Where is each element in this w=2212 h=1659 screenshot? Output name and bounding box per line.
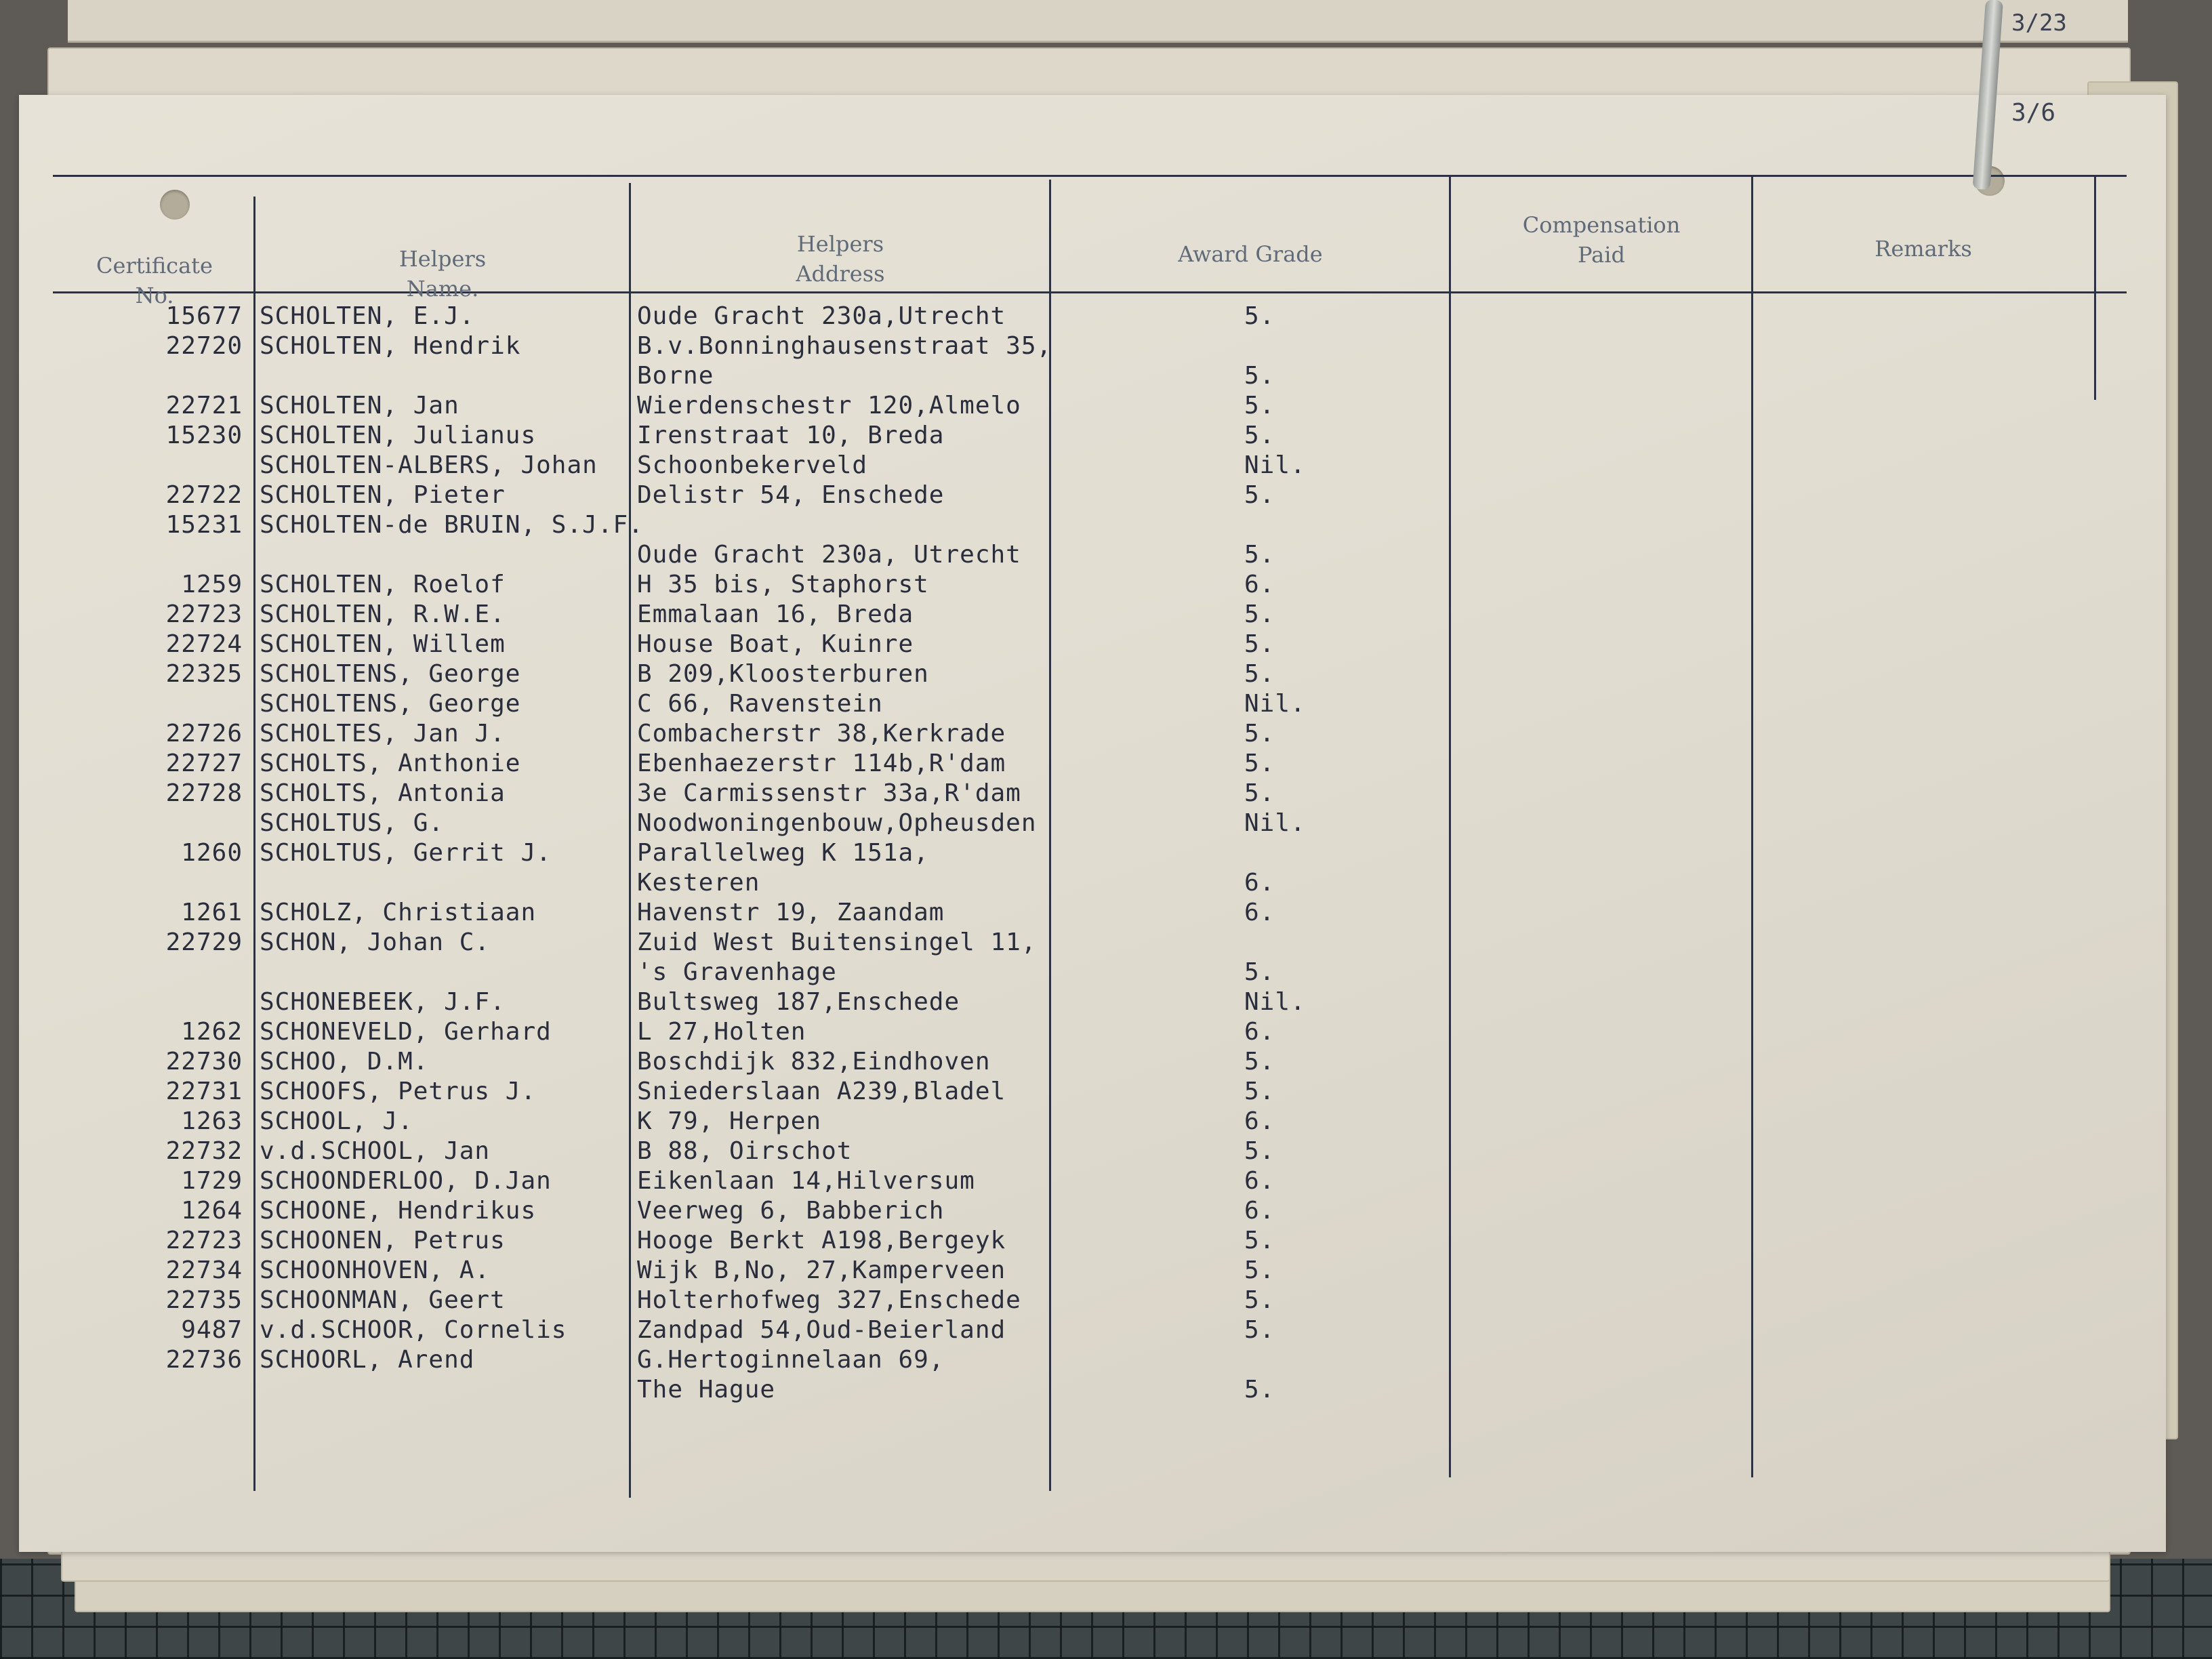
- helper-name: SCHOLTEN, Roelof: [260, 571, 506, 598]
- helper-name: SCHOLTENS, George: [260, 690, 521, 718]
- award-grade: 6.: [1244, 1018, 1275, 1046]
- helper-name: SCHOLTS, Anthonie: [260, 750, 521, 777]
- award-grade: 5.: [1244, 392, 1275, 419]
- helper-name: SCHOLTES, Jan J.: [260, 720, 506, 747]
- table-row: [19, 510, 2166, 540]
- certificate-number: 9487: [181, 1316, 243, 1344]
- helper-name: SCHOOL, J.: [260, 1107, 413, 1135]
- award-grade: 6.: [1244, 1107, 1275, 1135]
- helper-address: Bultsweg 187,Enschede: [637, 988, 960, 1016]
- certificate-number: 1259: [181, 571, 243, 598]
- table-row: [19, 331, 2166, 361]
- helper-address: Schoonbekerveld: [637, 451, 868, 479]
- helper-address: G.Hertoginnelaan 69,: [637, 1346, 945, 1374]
- table-row: [19, 540, 2166, 570]
- certificate-number: 1729: [181, 1167, 243, 1195]
- helper-name: SCHOLTUS, Gerrit J.: [260, 839, 552, 867]
- certificate-number: 22325: [165, 660, 243, 688]
- helper-address: B 88, Oirschot: [637, 1137, 853, 1165]
- helper-address: C 66, Ravenstein: [637, 690, 883, 718]
- helper-address: 's Gravenhage: [637, 958, 837, 986]
- helper-name: SCHOLTEN, Hendrik: [260, 332, 521, 360]
- helper-name: SCHON, Johan C.: [260, 928, 491, 956]
- certificate-number: 22721: [165, 392, 243, 419]
- certificate-number: 22723: [165, 1227, 243, 1254]
- table-row: [19, 391, 2166, 421]
- helper-address: Holterhofweg 327,Enschede: [637, 1286, 1021, 1314]
- certificate-number: 22728: [165, 779, 243, 807]
- award-grade: 5.: [1244, 1256, 1275, 1284]
- helper-address: Borne: [637, 362, 714, 390]
- table-row: [19, 1226, 2166, 1256]
- table-row: [19, 779, 2166, 808]
- award-grade: 5.: [1244, 600, 1275, 628]
- award-grade: 5.: [1244, 1137, 1275, 1165]
- helper-name: SCHOLTS, Antonia: [260, 779, 506, 807]
- certificate-number: 22722: [165, 481, 243, 509]
- helper-name: SCHONEVELD, Gerhard: [260, 1018, 552, 1046]
- helper-address: Oude Gracht 230a, Utrecht: [637, 541, 1021, 569]
- helper-name: SCHOONE, Hendrikus: [260, 1197, 537, 1225]
- table-row: [19, 928, 2166, 958]
- helper-address: B.v.Bonninghausenstraat 35,: [637, 332, 1052, 360]
- helper-name: SCHOORL, Arend: [260, 1346, 475, 1374]
- certificate-number: 22736: [165, 1346, 243, 1374]
- award-grade: 5.: [1244, 1078, 1275, 1105]
- certificate-number: 22720: [165, 332, 243, 360]
- helper-address: Veerweg 6, Babberich: [637, 1197, 945, 1225]
- table-row: [19, 1047, 2166, 1077]
- award-grade: 5.: [1244, 720, 1275, 747]
- helper-name: SCHOONDERLOO, D.Jan: [260, 1167, 552, 1195]
- helper-address: B 209,Kloosterburen: [637, 660, 929, 688]
- table-row: [19, 1375, 2166, 1405]
- helper-address: Zuid West Buitensingel 11,: [637, 928, 1037, 956]
- award-grade: 5.: [1244, 362, 1275, 390]
- table-row: [19, 361, 2166, 391]
- helper-address: Eikenlaan 14,Hilversum: [637, 1167, 975, 1195]
- award-grade: 5.: [1244, 481, 1275, 509]
- table-row: [19, 480, 2166, 510]
- helper-address: Wijk B,No, 27,Kamperveen: [637, 1256, 1006, 1284]
- award-grade: 5.: [1244, 750, 1275, 777]
- table-row: [19, 302, 2166, 331]
- header-award-grade: Award Grade: [1178, 241, 1323, 267]
- helper-name: SCHOLZ, Christiaan: [260, 899, 537, 926]
- award-grade: Nil.: [1244, 451, 1306, 479]
- table-row: [19, 1345, 2166, 1375]
- helper-address: Ebenhaezerstr 114b,R'dam: [637, 750, 1006, 777]
- helper-address: Emmalaan 16, Breda: [637, 600, 914, 628]
- table-row: [19, 1256, 2166, 1286]
- helper-address: Combacherstr 38,Kerkrade: [637, 720, 1006, 747]
- helper-address: Sniederslaan A239,Bladel: [637, 1078, 1006, 1105]
- certificate-number: 22731: [165, 1078, 243, 1105]
- helper-address: H 35 bis, Staphorst: [637, 571, 929, 598]
- tab-page-number: 3/23: [2011, 9, 2067, 37]
- award-grade: 5.: [1244, 541, 1275, 569]
- award-grade: 5.: [1244, 958, 1275, 986]
- helper-address: Parallelweg K 151a,: [637, 839, 929, 867]
- certificate-number: 15230: [165, 422, 243, 449]
- helper-name: SCHOLTEN, R.W.E.: [260, 600, 506, 628]
- header-compensation-paid: Compensation Paid: [1522, 212, 1681, 268]
- award-grade: 5.: [1244, 1227, 1275, 1254]
- award-grade: Nil.: [1244, 690, 1306, 718]
- award-grade: 5.: [1244, 302, 1275, 330]
- helper-address: L 27,Holten: [637, 1018, 806, 1046]
- helper-address: Boschdijk 832,Eindhoven: [637, 1048, 991, 1076]
- helper-name: SCHONEBEEK, J.F.: [260, 988, 506, 1016]
- helper-name: SCHOLTENS, George: [260, 660, 521, 688]
- award-grade: Nil.: [1244, 988, 1306, 1016]
- table-row: [19, 600, 2166, 630]
- helper-address: Delistr 54, Enschede: [637, 481, 945, 509]
- table-row: [19, 421, 2166, 451]
- table-row: [19, 689, 2166, 719]
- helper-name: SCHOLTEN-ALBERS, Johan: [260, 451, 598, 479]
- certificate-number: 1260: [181, 839, 243, 867]
- table-row: [19, 570, 2166, 600]
- award-grade: 6.: [1244, 571, 1275, 598]
- award-grade: 5.: [1244, 1316, 1275, 1344]
- award-grade: 6.: [1244, 1167, 1275, 1195]
- award-grade: 5.: [1244, 630, 1275, 658]
- table-row: [19, 987, 2166, 1017]
- award-grade: 5.: [1244, 422, 1275, 449]
- register-sheet: [19, 95, 2166, 1552]
- certificate-number: 22723: [165, 600, 243, 628]
- certificate-number: 1262: [181, 1018, 243, 1046]
- certificate-number: 22735: [165, 1286, 243, 1314]
- helper-name: SCHOLTUS, G.: [260, 809, 445, 837]
- table-row: [19, 1315, 2166, 1345]
- helper-address: Noodwoningenbouw,Opheusden: [637, 809, 1037, 837]
- award-grade: 6.: [1244, 899, 1275, 926]
- award-grade: 5.: [1244, 1048, 1275, 1076]
- helper-name: SCHOLTEN-de BRUIN, S.J.F.: [260, 511, 644, 539]
- helper-name: SCHOO, D.M.: [260, 1048, 429, 1076]
- helper-name: SCHOLTEN, Willem: [260, 630, 506, 658]
- award-grade: 5.: [1244, 1286, 1275, 1314]
- table-row: [19, 1017, 2166, 1047]
- table-row: [19, 719, 2166, 749]
- certificate-number: 22727: [165, 750, 243, 777]
- certificate-number: 22732: [165, 1137, 243, 1165]
- award-grade: 5.: [1244, 1376, 1275, 1404]
- helper-address: Zandpad 54,Oud-Beierland: [637, 1316, 1006, 1344]
- table-row: [19, 958, 2166, 987]
- table-row: [19, 1166, 2166, 1196]
- helper-address: 3e Carmissenstr 33a,R'dam: [637, 779, 1021, 807]
- table-row: [19, 1107, 2166, 1136]
- helper-name: SCHOLTEN, Jan: [260, 392, 459, 419]
- table-row: [19, 1136, 2166, 1166]
- table-row: [19, 898, 2166, 928]
- award-grade: 5.: [1244, 779, 1275, 807]
- certificate-number: 22730: [165, 1048, 243, 1076]
- helper-name: SCHOLTEN, Pieter: [260, 481, 506, 509]
- table-row: [19, 838, 2166, 868]
- helper-name: SCHOLTEN, E.J.: [260, 302, 475, 330]
- helper-address: K 79, Herpen: [637, 1107, 822, 1135]
- certificate-number: 15231: [165, 511, 243, 539]
- helper-name: SCHOONEN, Petrus: [260, 1227, 506, 1254]
- header-remarks: Remarks: [1875, 236, 1972, 262]
- certificate-number: 1261: [181, 899, 243, 926]
- helper-address: Oude Gracht 230a,Utrecht: [637, 302, 1006, 330]
- certificate-number: 1264: [181, 1197, 243, 1225]
- table-row: [19, 808, 2166, 838]
- certificate-number: 22729: [165, 928, 243, 956]
- helper-address: Havenstr 19, Zaandam: [637, 899, 945, 926]
- certificate-number: 15677: [165, 302, 243, 330]
- header-helpers-name: Helpers Name.: [398, 246, 487, 302]
- award-grade: 6.: [1244, 869, 1275, 897]
- helper-address: House Boat, Kuinre: [637, 630, 914, 658]
- header-certificate-no: Certificate No.: [96, 253, 213, 308]
- certificate-number: 22724: [165, 630, 243, 658]
- helper-address: Kesteren: [637, 869, 760, 897]
- certificate-number: 1263: [181, 1107, 243, 1135]
- award-grade: 6.: [1244, 1197, 1275, 1225]
- helper-name: v.d.SCHOOL, Jan: [260, 1137, 491, 1165]
- helper-name: SCHOONMAN, Geert: [260, 1286, 506, 1314]
- table-row: [19, 749, 2166, 779]
- table-row: [19, 1077, 2166, 1107]
- table-row: [19, 1286, 2166, 1315]
- award-grade: Nil.: [1244, 809, 1306, 837]
- table-top-rule: [53, 175, 2127, 177]
- helper-address: Wierdenschestr 120,Almelo: [637, 392, 1021, 419]
- sheet-page-number: 3/6: [2011, 99, 2056, 127]
- helper-address: Hooge Berkt A198,Bergeyk: [637, 1227, 1006, 1254]
- helper-name: v.d.SCHOOR, Cornelis: [260, 1316, 567, 1344]
- table-row: [19, 451, 2166, 480]
- background-sheet-top: [68, 0, 2128, 43]
- helper-name: SCHOLTEN, Julianus: [260, 422, 537, 449]
- helper-name: SCHOONHOVEN, A.: [260, 1256, 491, 1284]
- table-row: [19, 1196, 2166, 1226]
- table-row: [19, 630, 2166, 659]
- punch-hole: [160, 190, 190, 220]
- table-row: [19, 659, 2166, 689]
- helper-name: SCHOOFS, Petrus J.: [260, 1078, 537, 1105]
- certificate-number: 22734: [165, 1256, 243, 1284]
- header-helpers-address: Helpers Address: [796, 231, 885, 287]
- helper-address: Irenstraat 10, Breda: [637, 422, 945, 449]
- table-row: [19, 868, 2166, 898]
- helper-address: The Hague: [637, 1376, 776, 1404]
- award-grade: 5.: [1244, 660, 1275, 688]
- certificate-number: 22726: [165, 720, 243, 747]
